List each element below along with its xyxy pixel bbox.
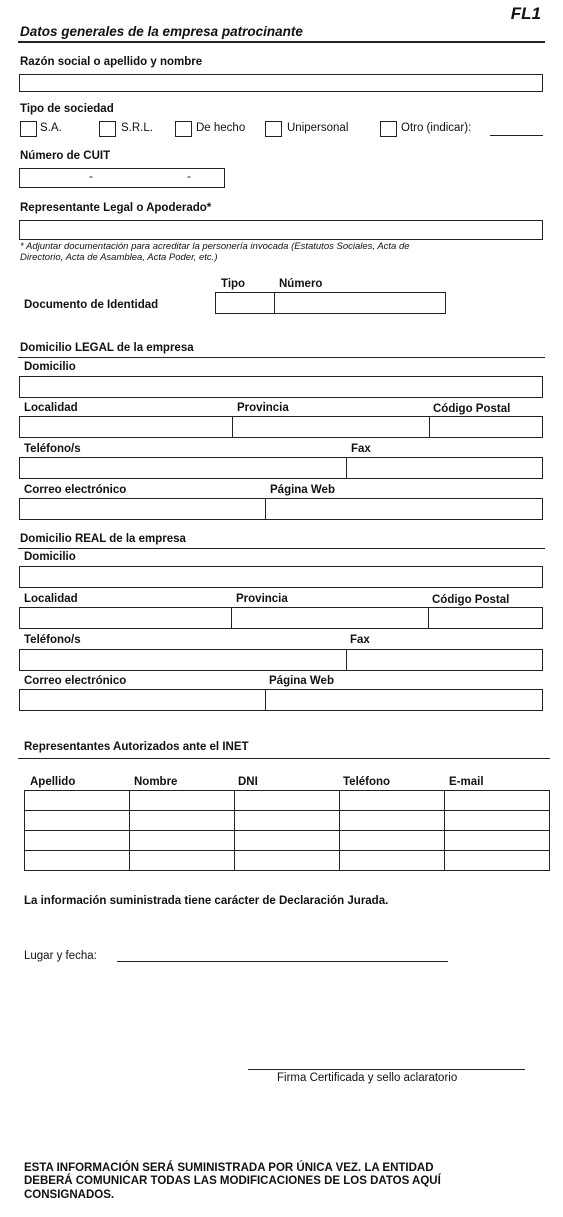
table-cell[interactable]	[25, 851, 130, 871]
checkbox-sa[interactable]	[20, 121, 37, 137]
checkbox-srl[interactable]	[99, 121, 116, 137]
documento-numero-header: Número	[279, 278, 323, 290]
firma-line[interactable]	[248, 1069, 525, 1070]
table-cell[interactable]	[130, 811, 235, 831]
domicilio-legal-section: Domicilio LEGAL de la empresa	[20, 342, 194, 354]
table-row	[25, 851, 550, 871]
page-title: Datos generales de la empresa patrocinante	[20, 24, 303, 39]
table-cell[interactable]	[235, 831, 340, 851]
table-row	[25, 831, 550, 851]
table-cell[interactable]	[235, 811, 340, 831]
col-email-header: E-mail	[449, 776, 484, 788]
razon-social-label: Razón social o apellido y nombre	[20, 56, 203, 68]
documento-label: Documento de Identidad	[24, 299, 159, 311]
legal-correo-field[interactable]	[19, 498, 266, 520]
real-localidad-field[interactable]	[19, 607, 232, 629]
table-cell[interactable]	[445, 851, 550, 871]
legal-domicilio-field[interactable]	[19, 376, 543, 398]
table-cell[interactable]	[445, 831, 550, 851]
option-otro-label: Otro (indicar):	[401, 122, 472, 134]
table-cell[interactable]	[340, 851, 445, 871]
firma-label: Firma Certificada y sello aclaratorio	[277, 1072, 458, 1084]
table-cell[interactable]	[25, 831, 130, 851]
checkbox-otro[interactable]	[380, 121, 397, 137]
tipo-sociedad-label: Tipo de sociedad	[20, 103, 114, 115]
declaracion-jurada: La información suministrada tiene carácter de Declaración Jurada.	[24, 895, 389, 907]
legal-domicilio-label: Domicilio	[24, 361, 76, 373]
title-underline	[18, 41, 545, 43]
table-row	[25, 791, 550, 811]
form-code: FL1	[510, 4, 541, 23]
legal-provincia-label: Provincia	[237, 402, 289, 414]
cuit-separator-2: -	[187, 171, 191, 183]
real-provincia-field[interactable]	[231, 607, 429, 629]
checkbox-de-hecho[interactable]	[175, 121, 192, 137]
footer-notice-line3: CONSIGNADOS.	[24, 1189, 115, 1201]
representantes-table	[24, 790, 550, 871]
cuit-field[interactable]	[19, 168, 225, 188]
legal-localidad-field[interactable]	[19, 416, 233, 438]
real-correo-field[interactable]	[19, 689, 266, 711]
option-de-hecho-label: De hecho	[196, 122, 246, 134]
real-codigo-postal-label: Código Postal	[432, 594, 510, 606]
legal-correo-label: Correo electrónico	[24, 484, 127, 496]
footer-notice-line2: DEBERÁ COMUNICAR TODAS LAS MODIFICACIONES DE LOS DATOS AQUÍ	[24, 1175, 441, 1187]
real-provincia-label: Provincia	[236, 593, 288, 605]
table-cell[interactable]	[130, 831, 235, 851]
table-cell[interactable]	[130, 791, 235, 811]
representantes-rule	[18, 758, 550, 759]
footer-notice-line1: ESTA INFORMACIÓN SERÁ SUMINISTRADA POR ÚNICA VEZ. LA ENTIDAD	[24, 1162, 434, 1174]
option-unipersonal-label: Unipersonal	[287, 122, 349, 134]
table-cell[interactable]	[235, 851, 340, 871]
legal-telefono-label: Teléfono/s	[24, 443, 81, 455]
otro-fill-line[interactable]	[490, 135, 543, 136]
cuit-label: Número de CUIT	[20, 150, 111, 162]
table-cell[interactable]	[445, 811, 550, 831]
real-fax-field[interactable]	[346, 649, 543, 671]
lugar-fecha-line[interactable]	[117, 961, 448, 962]
real-telefono-field[interactable]	[19, 649, 347, 671]
checkbox-unipersonal[interactable]	[265, 121, 282, 137]
legal-codigo-postal-field[interactable]	[429, 416, 543, 438]
razon-social-field[interactable]	[19, 74, 543, 92]
real-correo-label: Correo electrónico	[24, 675, 127, 687]
domicilio-real-section: Domicilio REAL de la empresa	[20, 533, 186, 545]
col-telefono-header: Teléfono	[343, 776, 391, 788]
table-cell[interactable]	[445, 791, 550, 811]
table-cell[interactable]	[235, 791, 340, 811]
option-srl-label: S.R.L.	[121, 122, 153, 134]
option-sa-label: S.A.	[40, 122, 62, 134]
table-row	[25, 811, 550, 831]
legal-web-label: Página Web	[270, 484, 335, 496]
table-cell[interactable]	[25, 811, 130, 831]
real-fax-label: Fax	[350, 634, 370, 646]
representante-note-line1: * Adjuntar documentación para acreditar la personería invocada (Estatutos Sociales, Acta de	[20, 241, 410, 252]
table-cell[interactable]	[340, 791, 445, 811]
representantes-section: Representantes Autorizados ante el INET	[24, 741, 249, 753]
real-telefono-label: Teléfono/s	[24, 634, 81, 646]
col-nombre-header: Nombre	[134, 776, 178, 788]
legal-web-field[interactable]	[265, 498, 543, 520]
table-cell[interactable]	[25, 791, 130, 811]
table-cell[interactable]	[340, 831, 445, 851]
real-web-field[interactable]	[265, 689, 543, 711]
col-dni-header: DNI	[238, 776, 258, 788]
real-domicilio-label: Domicilio	[24, 551, 76, 563]
table-cell[interactable]	[130, 851, 235, 871]
real-localidad-label: Localidad	[24, 593, 78, 605]
real-codigo-postal-field[interactable]	[428, 607, 543, 629]
representante-note-line2: Directorio, Acta de Asamblea, Acta Poder, etc.)	[20, 252, 218, 263]
documento-tipo-field[interactable]	[215, 292, 275, 314]
real-domicilio-field[interactable]	[19, 566, 543, 588]
table-cell[interactable]	[340, 811, 445, 831]
lugar-fecha-label: Lugar y fecha:	[24, 950, 97, 962]
legal-fax-field[interactable]	[346, 457, 543, 479]
col-apellido-header: Apellido	[30, 776, 76, 788]
representante-label: Representante Legal o Apoderado*	[20, 202, 212, 214]
legal-codigo-postal-label: Código Postal	[433, 403, 511, 415]
documento-tipo-header: Tipo	[221, 278, 246, 290]
representante-field[interactable]	[19, 220, 543, 240]
legal-provincia-field[interactable]	[232, 416, 430, 438]
cuit-separator-1: -	[89, 171, 93, 183]
domicilio-real-rule	[18, 548, 545, 549]
legal-localidad-label: Localidad	[24, 402, 78, 414]
domicilio-legal-rule	[18, 357, 545, 358]
legal-telefono-field[interactable]	[19, 457, 347, 479]
documento-numero-field[interactable]	[274, 292, 446, 314]
real-web-label: Página Web	[269, 675, 334, 687]
legal-fax-label: Fax	[351, 443, 371, 455]
